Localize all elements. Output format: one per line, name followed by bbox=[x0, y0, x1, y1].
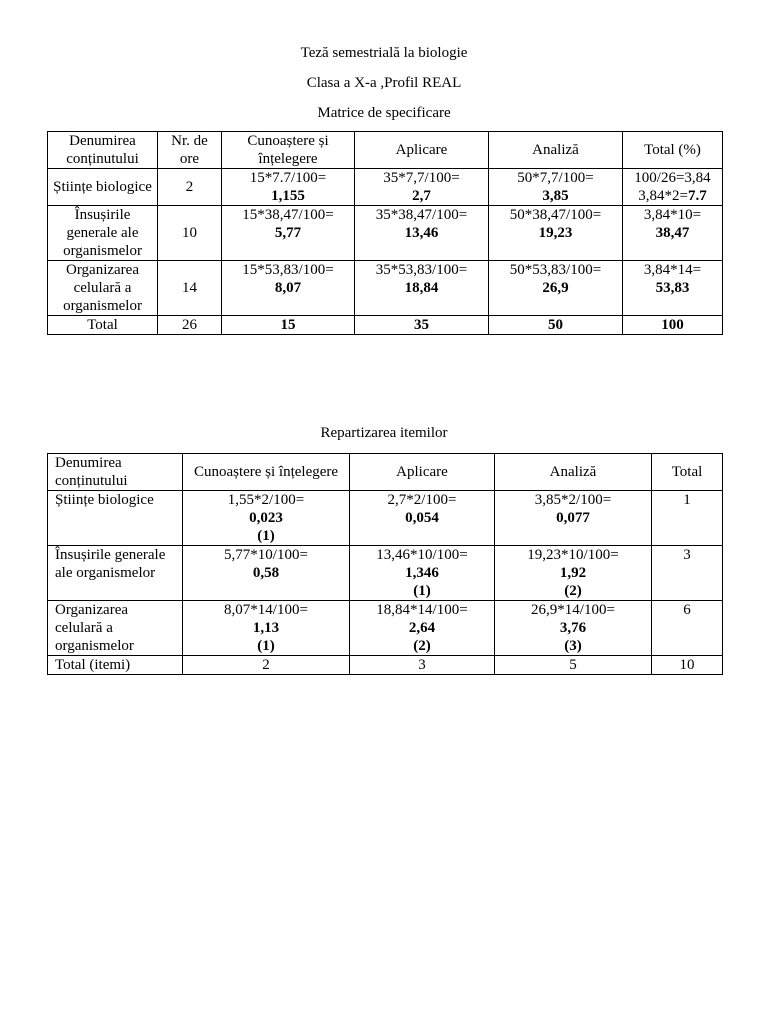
table-row bbox=[48, 261, 723, 316]
value: 35 bbox=[414, 317, 429, 333]
document-subtitle: Clasa a X-a ,Profil REAL bbox=[306, 75, 462, 91]
item-count: (1) bbox=[257, 638, 275, 654]
items-header-knowledge: Cunoaștere și înțelegere bbox=[183, 454, 350, 491]
specification-matrix-table bbox=[47, 131, 723, 335]
table-row bbox=[48, 169, 723, 206]
matrix-header-analysis: Analiză bbox=[489, 132, 623, 169]
row-name: Organizarea celulară a organismelor bbox=[48, 601, 183, 656]
row-hours: 2 bbox=[158, 169, 222, 206]
items-header-analysis: Analiză bbox=[495, 454, 652, 491]
knowledge-cell bbox=[222, 206, 355, 261]
totals-row bbox=[48, 316, 723, 335]
analysis-cell bbox=[495, 491, 652, 546]
knowledge-cell bbox=[222, 169, 355, 206]
formula: 15*53,83/100= bbox=[242, 262, 334, 278]
item-count: (2) bbox=[413, 638, 431, 654]
formula: 3,84*2= bbox=[638, 188, 688, 204]
items-header-total: Total bbox=[652, 454, 723, 491]
row-name: Științe biologice bbox=[48, 169, 158, 206]
row-name: Organizarea celulară a organismelor bbox=[48, 261, 158, 316]
formula: 3,85*2/100= bbox=[534, 492, 612, 508]
value: 7.7 bbox=[687, 188, 707, 204]
analysis-cell bbox=[489, 261, 623, 316]
formula-line bbox=[626, 187, 719, 205]
totals-hours: 26 bbox=[158, 316, 222, 335]
formula: 35*38,47/100= bbox=[375, 207, 468, 223]
value: 38,47 bbox=[655, 225, 690, 241]
formula: 3,84*14= bbox=[643, 262, 702, 278]
matrix-header-row bbox=[48, 132, 723, 169]
value: 15 bbox=[280, 317, 296, 333]
application-cell bbox=[350, 491, 495, 546]
value: 0,077 bbox=[556, 510, 590, 526]
value: 0,58 bbox=[252, 565, 280, 581]
analysis-cell bbox=[495, 546, 652, 601]
total-cell bbox=[623, 206, 723, 261]
formula: 19,23*10/100= bbox=[527, 547, 619, 563]
formula: 50*7,7/100= bbox=[517, 170, 594, 186]
value: 8,07 bbox=[274, 280, 302, 296]
item-count: (1) bbox=[257, 528, 275, 544]
row-name: Însușirile generale ale organismelor bbox=[48, 546, 183, 601]
row-total: 6 bbox=[652, 601, 723, 656]
application-cell bbox=[355, 169, 489, 206]
value: 1,92 bbox=[559, 565, 587, 581]
items-header-row bbox=[48, 454, 723, 491]
row-total: 3 bbox=[652, 546, 723, 601]
totals-total: 10 bbox=[652, 656, 723, 675]
document-title: Teză semestrială la biologie bbox=[300, 45, 468, 61]
formula: 3,84*10= bbox=[643, 207, 702, 223]
value: 3,76 bbox=[559, 620, 587, 636]
analysis-cell bbox=[495, 601, 652, 656]
totals-label: Total bbox=[48, 316, 158, 335]
row-total: 1 bbox=[652, 491, 723, 546]
value: 1,155 bbox=[271, 188, 305, 204]
value: 0,054 bbox=[405, 510, 439, 526]
formula: 5,77*10/100= bbox=[224, 547, 308, 563]
item-count: (3) bbox=[564, 638, 582, 654]
row-name: Însușirile generale ale organismelor bbox=[48, 206, 158, 261]
application-cell bbox=[350, 546, 495, 601]
application-cell bbox=[350, 601, 495, 656]
value: 26,9 bbox=[542, 280, 569, 296]
value: 1,346 bbox=[405, 565, 439, 581]
total-cell bbox=[623, 169, 723, 206]
formula: 15*38,47/100= bbox=[242, 207, 334, 223]
formula: 8,07*14/100= bbox=[224, 602, 308, 618]
row-hours: 14 bbox=[158, 261, 222, 316]
formula: 1,55*2/100= bbox=[227, 492, 305, 508]
formula: 2,7*2/100= bbox=[387, 492, 457, 508]
matrix-title: Matrice de specificare bbox=[317, 105, 451, 121]
totals-knowledge: 2 bbox=[183, 656, 350, 675]
value: 2,7 bbox=[412, 188, 431, 204]
matrix-header-hours: Nr. de ore bbox=[158, 132, 222, 169]
totals-application bbox=[355, 316, 489, 335]
value: 19,23 bbox=[538, 225, 573, 241]
formula: 100/26=3,84 bbox=[634, 170, 711, 186]
row-hours: 10 bbox=[158, 206, 222, 261]
value: 18,84 bbox=[404, 280, 439, 296]
formula: 18,84*14/100= bbox=[376, 602, 468, 618]
item-count: (1) bbox=[413, 583, 431, 599]
knowledge-cell bbox=[183, 546, 350, 601]
items-header-content: Denumirea conținutului bbox=[48, 454, 183, 491]
totals-knowledge bbox=[222, 316, 355, 335]
value: 0,023 bbox=[249, 510, 283, 526]
application-cell bbox=[355, 261, 489, 316]
analysis-cell bbox=[489, 169, 623, 206]
item-count: (2) bbox=[564, 583, 582, 599]
application-cell bbox=[355, 206, 489, 261]
value: 13,46 bbox=[404, 225, 439, 241]
value: 1,13 bbox=[252, 620, 280, 636]
table-row bbox=[48, 206, 723, 261]
totals-label: Total (itemi) bbox=[48, 656, 183, 675]
value: 53,83 bbox=[655, 280, 690, 296]
matrix-header-total: Total (%) bbox=[623, 132, 723, 169]
formula: 50*38,47/100= bbox=[509, 207, 602, 223]
totals-row bbox=[48, 656, 723, 675]
table-row bbox=[48, 601, 723, 656]
value: 100 bbox=[661, 317, 684, 333]
formula: 15*7.7/100= bbox=[249, 170, 327, 186]
value: 50 bbox=[548, 317, 563, 333]
knowledge-cell bbox=[183, 491, 350, 546]
formula: 35*7,7/100= bbox=[383, 170, 460, 186]
knowledge-cell bbox=[222, 261, 355, 316]
analysis-cell bbox=[489, 206, 623, 261]
value: 2,64 bbox=[408, 620, 436, 636]
items-header-application: Aplicare bbox=[350, 454, 495, 491]
total-cell bbox=[623, 261, 723, 316]
formula: 13,46*10/100= bbox=[376, 547, 468, 563]
value: 5,77 bbox=[274, 225, 302, 241]
formula: 35*53,83/100= bbox=[375, 262, 468, 278]
knowledge-cell bbox=[183, 601, 350, 656]
formula: 26,9*14/100= bbox=[531, 602, 615, 618]
value: 3,85 bbox=[542, 188, 569, 204]
table-row bbox=[48, 546, 723, 601]
matrix-header-knowledge: Cunoaștere și înțelegere bbox=[222, 132, 355, 169]
totals-application: 3 bbox=[350, 656, 495, 675]
row-name: Științe biologice bbox=[48, 491, 183, 546]
table-row bbox=[48, 491, 723, 546]
items-distribution-table bbox=[47, 453, 723, 675]
formula: 50*53,83/100= bbox=[509, 262, 602, 278]
totals-analysis bbox=[489, 316, 623, 335]
totals-analysis: 5 bbox=[495, 656, 652, 675]
matrix-header-application: Aplicare bbox=[355, 132, 489, 169]
items-title: Repartizarea itemilor bbox=[320, 425, 448, 441]
matrix-header-content: Denumirea conținutului bbox=[48, 132, 158, 169]
totals-total bbox=[623, 316, 723, 335]
